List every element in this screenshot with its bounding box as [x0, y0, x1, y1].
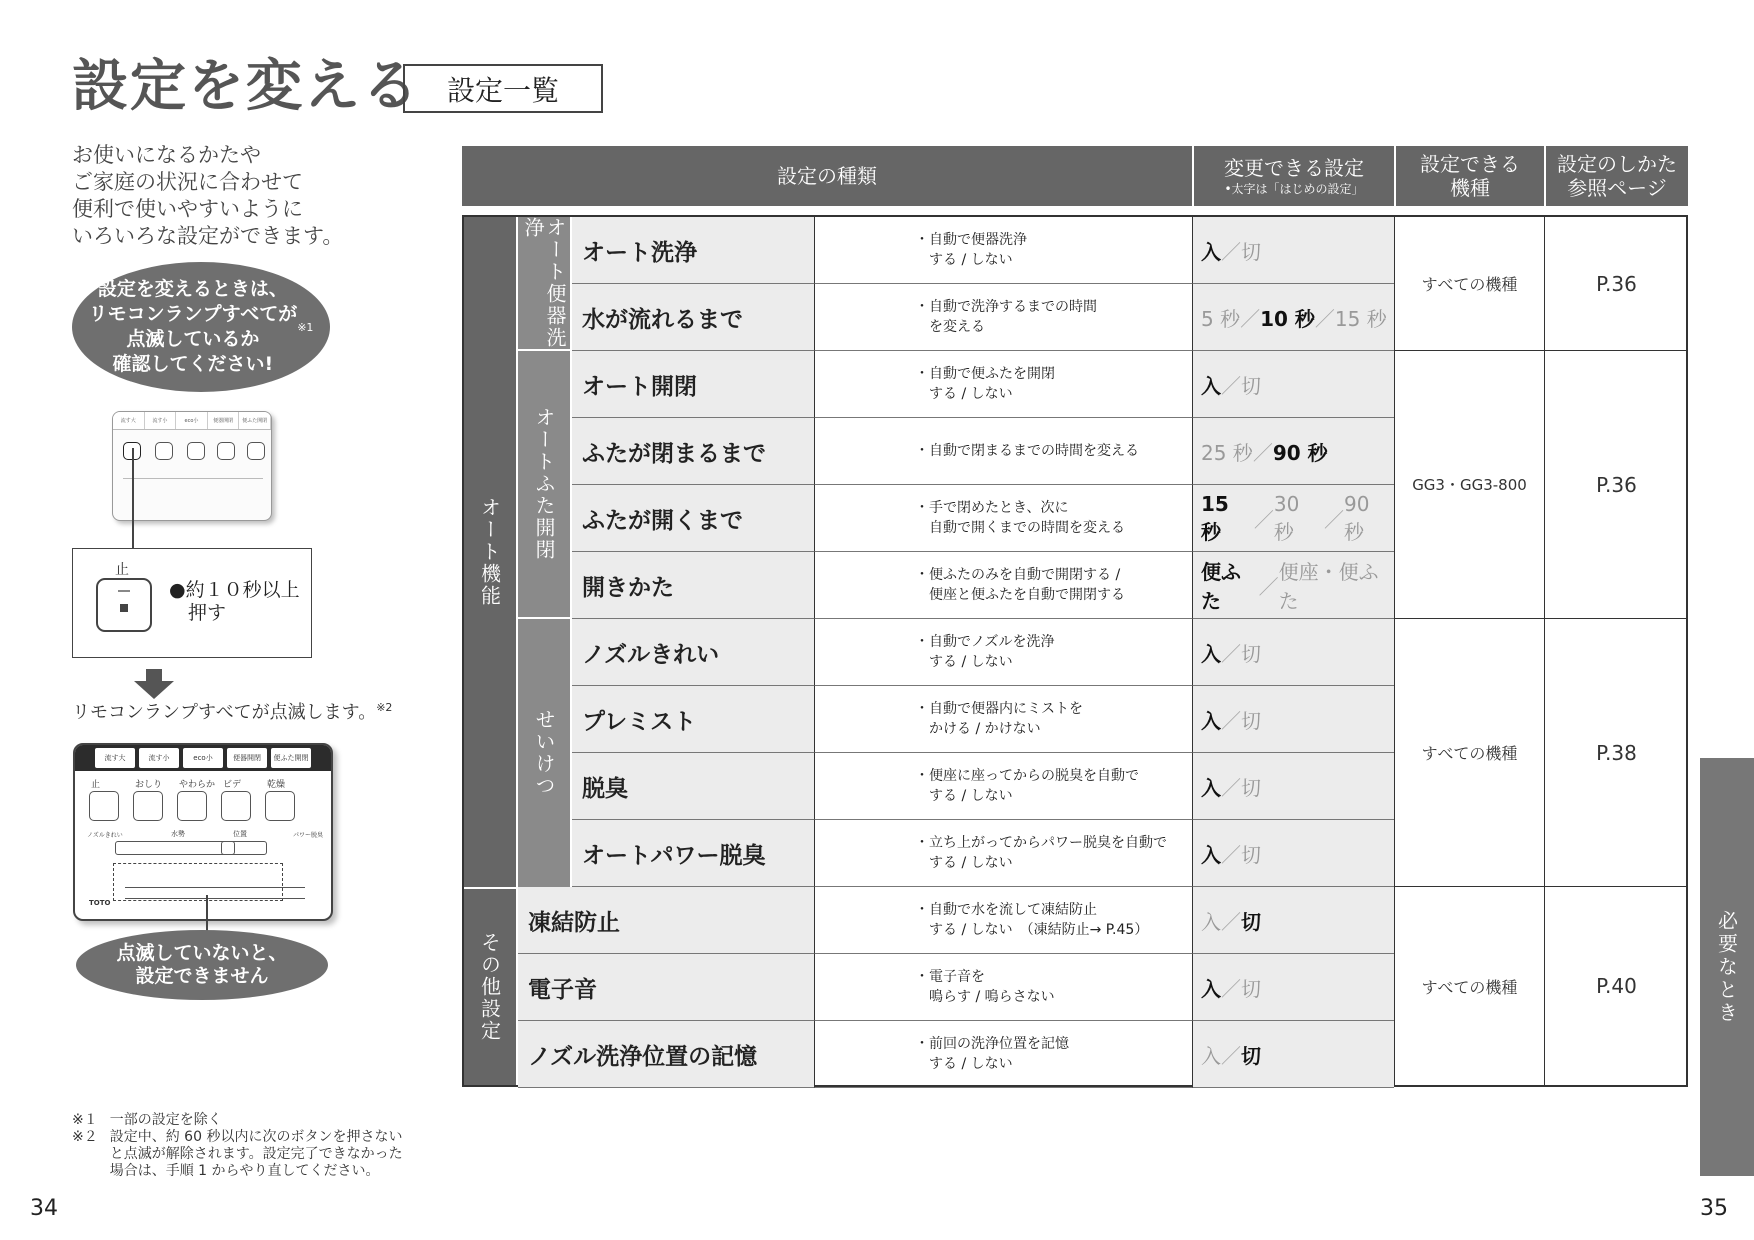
header-changeable-note: •太字は「はじめの設定」	[1224, 182, 1364, 196]
models-cell: すべての機種	[1394, 619, 1544, 887]
models-cell: GG3・GG3-800	[1394, 351, 1544, 619]
group-auto: オート機能	[464, 217, 516, 887]
setting-description: ・手で閉めたとき、次に 自動で開くまでの時間を変える	[814, 485, 1192, 552]
option-value: 切	[1241, 641, 1261, 666]
value-separator: ／	[1240, 306, 1261, 331]
setting-description: ・便座に座ってからの脱臭を自動で する / しない	[814, 753, 1192, 820]
remote-control-image	[73, 743, 333, 921]
setting-description: ・前回の洗浄位置を記憶 する / しない	[814, 1021, 1192, 1088]
value-separator: ／	[1221, 775, 1241, 800]
remote-tab: 便ふた開閉	[271, 748, 311, 768]
footnotes	[72, 1112, 432, 1180]
subgroup-lid: オートふた開閉	[518, 351, 570, 617]
option-value: 30 秒	[1273, 491, 1300, 544]
default-value: 90 秒	[1272, 440, 1328, 465]
setting-description: ・自動で洗浄するまでの時間 を変える	[814, 284, 1192, 351]
setting-values	[1192, 485, 1394, 552]
setting-values	[1192, 887, 1394, 954]
setting-values	[1192, 217, 1394, 284]
notice-bubble-top-text: 設定を変えるときは、 リモコンランプすべてが 点滅しているか 確認してください!	[88, 278, 298, 375]
setting-name: 電子音	[518, 954, 814, 1021]
default-value: 切	[1241, 909, 1261, 934]
setting-values	[1192, 1021, 1394, 1088]
models-cell: すべての機種	[1394, 887, 1544, 1085]
default-value: 入	[1201, 708, 1221, 733]
value-separator: ／	[1314, 306, 1335, 331]
notice-bubble-bottom: 点滅していないと、 設定できません	[76, 930, 328, 1000]
remote-control-row	[115, 841, 235, 855]
default-value: 入	[1201, 775, 1221, 800]
blink-note-text: リモコンランプすべてが点滅します。	[72, 702, 377, 723]
remote-label: 位置	[233, 830, 247, 838]
callout-line	[132, 448, 134, 548]
setting-description: ・自動で水を流して凍結防止 する / しない （凍結防止→ P.45）	[814, 887, 1192, 954]
remote-tab: 流す小	[139, 748, 179, 768]
page-number-right: 35	[1700, 1196, 1728, 1221]
option-value: 5 秒	[1201, 306, 1241, 331]
setting-values	[1192, 351, 1394, 418]
remote-button	[177, 791, 207, 821]
setting-name: 水が流れるまで	[572, 284, 814, 351]
setting-name: プレミスト	[572, 686, 814, 753]
page-title: 設定を変える	[72, 54, 420, 119]
remote-label: パワー脱臭	[293, 832, 324, 839]
value-separator: ／	[1252, 440, 1273, 465]
remote-top-tabs	[75, 745, 331, 771]
option-value: 15 秒	[1334, 306, 1387, 331]
default-value: 入	[1201, 641, 1221, 666]
default-value: 入	[1201, 239, 1221, 264]
notice-bubble-top-note: ※1	[297, 320, 314, 334]
default-value: 15 秒	[1201, 491, 1229, 544]
remote-button	[265, 791, 295, 821]
reference-cell: P.38	[1544, 619, 1688, 887]
small-remote-button	[187, 442, 205, 460]
setting-values	[1192, 820, 1394, 887]
value-separator: ／	[1221, 976, 1241, 1001]
remote-label: ノズルきれい	[87, 832, 123, 839]
value-separator: ／	[1221, 1043, 1241, 1068]
remote-button-label: ビデ	[223, 780, 242, 790]
reference-cell: P.36	[1544, 351, 1688, 619]
group-other: その他設定	[464, 889, 516, 1085]
blink-note	[72, 698, 392, 724]
setting-name: 開きかた	[572, 552, 814, 619]
setting-name: 凍結防止	[518, 887, 814, 954]
setting-name: ノズル洗浄位置の記憶	[518, 1021, 814, 1088]
value-separator: ／	[1323, 507, 1344, 532]
setting-values	[1192, 619, 1394, 686]
remote-button	[133, 791, 163, 821]
header-reference	[1546, 146, 1688, 206]
value-separator: ／	[1221, 373, 1241, 398]
setting-values	[1192, 753, 1394, 820]
intro-text: お使いになるかたや ご家庭の状況に合わせて 便利で使いやすいように いろいろな設定ができます。	[72, 143, 344, 248]
stop-label: 止	[115, 562, 129, 578]
default-value: 切	[1241, 1043, 1261, 1068]
setting-description: ・自動で閉まるまでの時間を変える	[814, 418, 1192, 485]
setting-description: ・便ふたのみを自動で開閉する / 便座と便ふたを自動で開閉する	[814, 552, 1192, 619]
section-subtitle: 設定一覧	[403, 64, 603, 113]
value-separator: ／	[1258, 574, 1279, 599]
header-models	[1396, 146, 1544, 206]
footnote-mark: ※２	[72, 1129, 98, 1145]
small-remote-button	[155, 442, 173, 460]
default-value: 入	[1201, 373, 1221, 398]
setting-description: ・立ち上がってからパワー脱臭を自動で する / しない	[814, 820, 1192, 887]
footnote-text: 一部の設定を除く	[109, 1112, 222, 1128]
stop-button-bar	[118, 590, 130, 592]
models-cell: すべての機種	[1394, 217, 1544, 351]
setting-description: ・自動で便器洗浄 する / しない	[814, 217, 1192, 284]
small-remote-image	[112, 411, 272, 521]
remote-tab: eco小	[183, 748, 223, 768]
default-value: 便ふた	[1201, 560, 1241, 613]
down-arrow-icon	[132, 669, 176, 699]
stop-button-dot	[120, 604, 128, 612]
option-value: 切	[1241, 976, 1261, 1001]
header-setting-type-label: 設定の種類	[777, 164, 877, 188]
footnote-mark: ※１	[72, 1112, 98, 1128]
header-reference-label: 設定のしかた 参照ページ	[1557, 152, 1677, 200]
option-value: 90 秒	[1343, 491, 1370, 544]
press-instruction: ●約１０秒以上 押す	[169, 579, 300, 624]
small-remote-button	[217, 442, 235, 460]
setting-description: ・電子音を 鳴らす / 鳴らさない	[814, 954, 1192, 1021]
setting-description: ・自動で便ふたを開閉 する / しない	[814, 351, 1192, 418]
option-value: 入	[1201, 909, 1221, 934]
footnote-text: 設定中、約 60 秒以内に次のボタンを押さない と点滅が解除されます。設定完了できなかった 場合は、手順 1 からやり直してください。	[109, 1129, 403, 1179]
subgroup-clean: せいけつ	[518, 619, 570, 887]
remote-button-label: おしり	[135, 780, 163, 790]
option-value: 入	[1201, 1043, 1221, 1068]
remote-tab: 便器開閉	[208, 412, 240, 429]
setting-values	[1192, 954, 1394, 1021]
setting-name: 脱臭	[572, 753, 814, 820]
remote-brand: TOTO	[89, 899, 111, 907]
remote-button-label: やわらか	[179, 780, 216, 790]
setting-values	[1192, 418, 1394, 485]
remote-label: 水勢	[171, 830, 185, 838]
option-value: 切	[1241, 708, 1261, 733]
remote-tab: 流す大	[95, 748, 135, 768]
small-remote-button	[247, 442, 265, 460]
setting-name: ノズルきれい	[572, 619, 814, 686]
setting-values	[1192, 284, 1394, 351]
setting-name: オート開閉	[572, 351, 814, 418]
value-separator: ／	[1221, 909, 1241, 934]
header-changeable	[1194, 146, 1394, 206]
remote-tab: 流す大	[113, 412, 145, 429]
setting-values	[1192, 552, 1394, 619]
setting-name: オートパワー脱臭	[572, 820, 814, 887]
subgroup-flush: オート便器洗浄	[518, 217, 570, 349]
value-separator: ／	[1221, 239, 1241, 264]
value-separator: ／	[1221, 641, 1241, 666]
setting-name: ふたが開くまで	[572, 485, 814, 552]
value-separator: ／	[1221, 708, 1241, 733]
remote-tab: eco小	[176, 412, 208, 429]
remote-tab: 流す小	[145, 412, 177, 429]
value-separator: ／	[1221, 842, 1241, 867]
default-value: 10 秒	[1260, 306, 1315, 331]
reference-cell: P.40	[1544, 887, 1688, 1085]
remote-tab: 便ふた開閉	[239, 412, 271, 429]
remote-position-row	[221, 841, 267, 855]
setting-name: ふたが閉まるまで	[572, 418, 814, 485]
blink-note-mark: ※2	[376, 701, 393, 714]
stop-button-illustration	[96, 578, 152, 632]
side-tab: 必要なとき	[1700, 758, 1754, 1176]
setting-name: オート洗浄	[572, 217, 814, 284]
footnote	[72, 1129, 432, 1180]
option-value: 切	[1241, 775, 1261, 800]
default-value: 入	[1201, 842, 1221, 867]
remote-tab: 便器開閉	[227, 748, 267, 768]
option-value: 切	[1241, 373, 1261, 398]
reference-cell: P.36	[1544, 217, 1688, 351]
header-setting-type	[462, 146, 1192, 206]
value-separator: ／	[1253, 507, 1274, 532]
setting-description: ・自動でノズルを洗浄 する / しない	[814, 619, 1192, 686]
small-remote-tabs	[113, 412, 271, 430]
remote-button-label: 止	[91, 780, 101, 790]
footnote	[72, 1112, 432, 1129]
page-number-left: 34	[30, 1196, 58, 1221]
option-value: 切	[1241, 842, 1261, 867]
remote-button-label: 乾燥	[267, 780, 286, 790]
setting-description: ・自動で便器内にミストを かける / かけない	[814, 686, 1192, 753]
option-value: 切	[1241, 239, 1261, 264]
default-value: 入	[1201, 976, 1221, 1001]
notice-bubble-top	[72, 262, 330, 392]
remote-bottom-buttons	[125, 887, 305, 899]
option-value: 便座・便ふた	[1278, 560, 1379, 613]
remote-button	[221, 791, 251, 821]
small-remote-lower-panel	[123, 478, 263, 512]
remote-button	[89, 791, 119, 821]
setting-values	[1192, 686, 1394, 753]
header-changeable-label: 変更できる設定	[1224, 156, 1364, 180]
option-value: 25 秒	[1201, 440, 1253, 465]
header-models-label: 設定できる 機種	[1420, 152, 1520, 200]
